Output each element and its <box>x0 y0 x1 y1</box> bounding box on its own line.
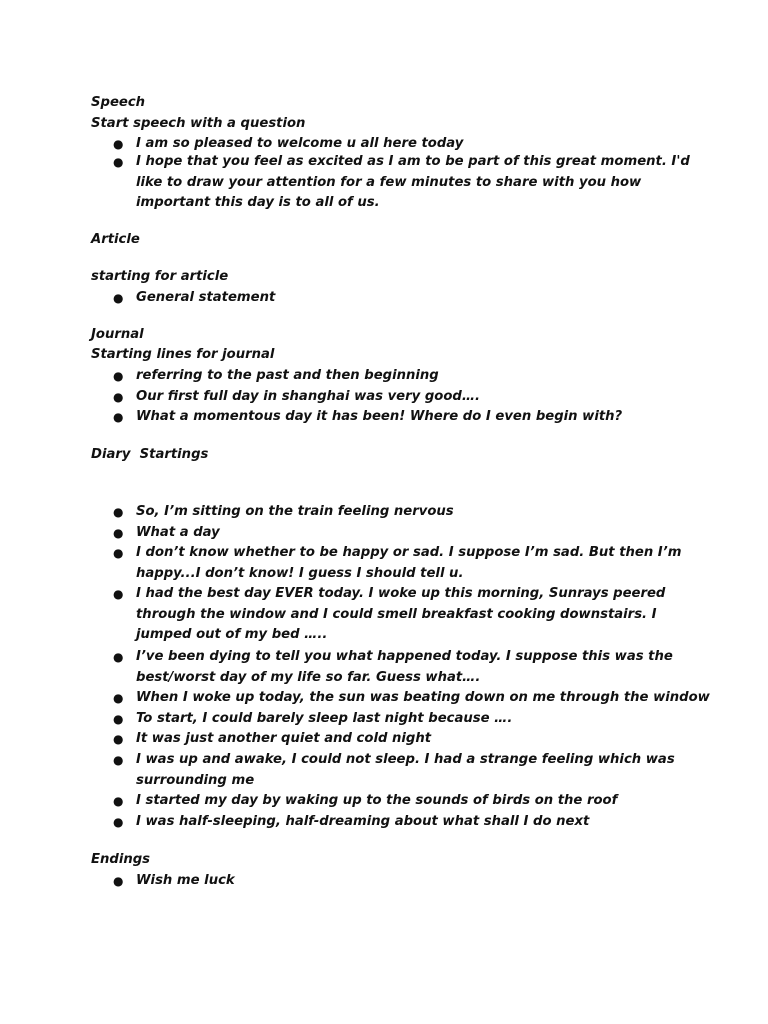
bullet-icon: ● <box>113 753 124 767</box>
list-item-text: Wish me luck <box>136 873 235 888</box>
bullet-icon: ● <box>113 137 124 151</box>
section-heading-journal: Journal <box>91 327 144 342</box>
bullet-icon: ● <box>113 390 124 404</box>
bullet-icon: ● <box>113 794 124 808</box>
bullet-icon: ● <box>113 732 124 746</box>
section-subheading-journal: Starting lines for journal <box>91 347 275 362</box>
list-item-text: So, I’m sitting on the train feeling nervous <box>136 504 454 519</box>
list-item-text: It was just another quiet and cold night <box>136 731 432 746</box>
list-item-text: What a day <box>136 525 220 540</box>
section-heading-article: Article <box>91 232 140 247</box>
section-subheading-article: starting for article <box>91 269 229 284</box>
list-item-text: I was up and awake, I could not sleep. I had a strange feeling which was surrounding me <box>136 752 675 788</box>
bullet-icon: ● <box>113 369 124 383</box>
list-item-text: I started my day by waking up to the sounds of birds on the roof <box>136 793 618 808</box>
list-item-text: referring to the past and then beginning <box>136 368 439 383</box>
section-subheading-speech: Start speech with a question <box>91 116 306 131</box>
bullet-icon: ● <box>113 712 124 726</box>
section-heading-endings: Endings <box>91 852 151 867</box>
bullet-icon: ● <box>113 874 124 888</box>
section-heading-diary: Diary Startings <box>91 447 209 462</box>
bullet-icon: ● <box>113 546 124 560</box>
section-heading-speech: Speech <box>91 95 146 110</box>
list-item-text: To start, I could barely sleep last night because …. <box>136 711 513 726</box>
list-item-text: What a momentous day it has been! Where do I even begin with? <box>136 409 623 424</box>
list-item-text: I had the best day EVER today. I woke up this morning, Sunrays peered through the window and I could smell breakfast cooking downstairs. I jumped out of my bed ….. <box>136 586 666 643</box>
bullet-icon: ● <box>113 650 124 664</box>
bullet-icon: ● <box>113 691 124 705</box>
list-item-text: I don’t know whether to be happy or sad. I suppose I’m sad. But then I’m happy...I don’t know! I guess I should tell u. <box>136 545 682 581</box>
bullet-icon: ● <box>113 410 124 424</box>
bullet-icon: ● <box>113 815 124 829</box>
bullet-icon: ● <box>113 526 124 540</box>
list-item-text: I hope that you feel as excited as I am to be part of this great moment. I'd like to draw your attention for a few minutes to share with you how important this day is to all of us. <box>136 154 690 211</box>
list-item-text: Our first full day in shanghai was very good…. <box>136 389 481 404</box>
bullet-icon: ● <box>113 291 124 305</box>
bullet-icon: ● <box>113 505 124 519</box>
list-item-text: I am so pleased to welcome u all here today <box>136 136 464 151</box>
bullet-icon: ● <box>113 587 124 601</box>
list-item-text: I was half-sleeping, half-dreaming about what shall I do next <box>136 814 590 829</box>
list-item-text: I’ve been dying to tell you what happened today. I suppose this was the best/worst day of my life so far. Guess what…. <box>136 649 673 685</box>
bullet-icon: ● <box>113 155 124 169</box>
list-item-text: General statement <box>136 290 276 305</box>
list-item-text: When I woke up today, the sun was beating down on me through the window <box>136 690 710 705</box>
